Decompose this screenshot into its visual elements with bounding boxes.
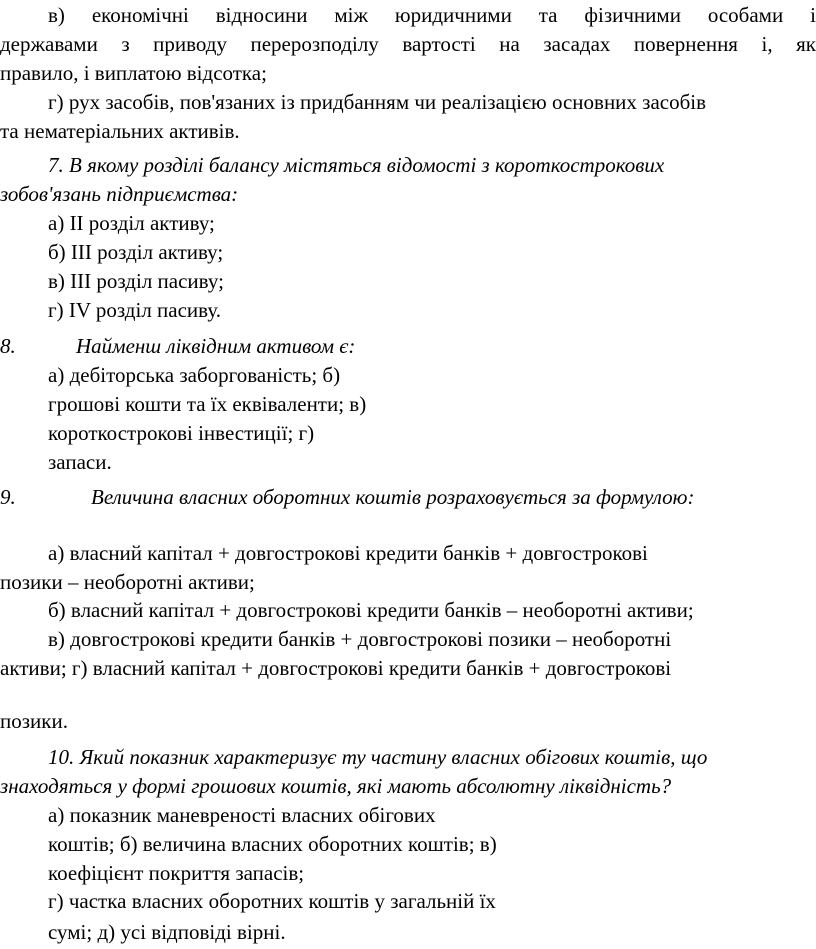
word: засадах [543, 32, 611, 56]
q6-option-v-line-3: правило, і виплатою відсотка; [0, 61, 267, 85]
q10-option-line-3: коефіцієнт покриття запасів; [48, 861, 305, 885]
word: з [121, 32, 130, 56]
q7-option-v: в) III розділ пасиву; [48, 269, 224, 293]
q8-question: Найменш ліквідним активом є: [76, 334, 356, 358]
q6-option-v-line-2 [0, 32, 816, 56]
word: між [334, 3, 369, 27]
q10-option-line-2: коштів; б) величина власних оборотних коштів; в) [48, 832, 497, 856]
q8-option-line-2: грошові кошти та їх еквіваленти; в) [48, 392, 367, 416]
word: в) [48, 3, 65, 27]
q7-option-a: а) II розділ активу; [48, 211, 215, 235]
word: економічні [91, 3, 189, 27]
word: фізичними [584, 3, 681, 27]
q7-option-g: г) IV розділ пасиву. [48, 298, 222, 322]
word: і, [761, 32, 773, 56]
word: приводу [153, 32, 227, 56]
q7-question-line-2: зобов'язань підприємства: [0, 182, 239, 206]
word: відносини [215, 3, 308, 27]
q9-line-4: в) довгострокові кредити банків + довгострокові позики – необоротні [48, 627, 672, 651]
word: перерозподілу [250, 32, 379, 56]
q7-question-line-1: 7. В якому розділі балансу містяться відомості з короткострокових [48, 153, 665, 177]
q6-option-v-line-1 [0, 3, 816, 27]
q6-option-g-line-1: г) рух засобів, пов'язаних із придбанням чи реалізацією основних засобів [48, 90, 707, 114]
q9-question: Величина власних оборотних коштів розраховується за формулою: [91, 485, 695, 509]
q8-option-line-4: запаси. [48, 450, 112, 474]
q10-question-line-2: знаходяться у формі грошових коштів, які мають абсолютну ліквідність? [0, 774, 672, 798]
word: і [810, 3, 816, 27]
q10-question-line-1: 10. Який показник характеризує ту частину власних обігових коштів, що [48, 745, 708, 769]
word: юридичними [394, 3, 512, 27]
word: як [796, 32, 816, 56]
q8-number: 8. [0, 334, 16, 358]
q10-option-line-1: а) показник маневреності власних обігових [48, 803, 436, 827]
q9-line-3: б) власний капітал + довгострокові кредити банків – необоротні активи; [48, 598, 694, 622]
word: вартості [402, 32, 476, 56]
q8-option-line-3: короткострокові інвестиції; г) [48, 421, 315, 445]
q9-line-6: позики. [0, 709, 68, 733]
word: та [538, 3, 558, 27]
q9-line-2: позики – необоротні активи; [0, 570, 255, 594]
q8-option-line-1: а) дебіторська заборгованість; б) [48, 363, 341, 387]
q9-number: 9. [0, 485, 16, 509]
q7-option-b: б) III розділ активу; [48, 240, 224, 264]
word: особами [707, 3, 784, 27]
q6-option-g-line-2: та нематеріальних активів. [0, 119, 240, 143]
word: повернення [633, 32, 738, 56]
word: державами [0, 32, 98, 56]
word: на [499, 32, 520, 56]
q10-option-line-4: г) частка власних оборотних коштів у загальній їх [48, 889, 496, 913]
q9-line-1: а) власний капітал + довгострокові кредити банків + довгострокові [48, 541, 648, 565]
q10-option-line-5: сумі; д) усі відповіді вірні. [48, 920, 286, 944]
q9-line-5: активи; г) власний капітал + довгострокові кредити банків + довгострокові [0, 656, 672, 680]
